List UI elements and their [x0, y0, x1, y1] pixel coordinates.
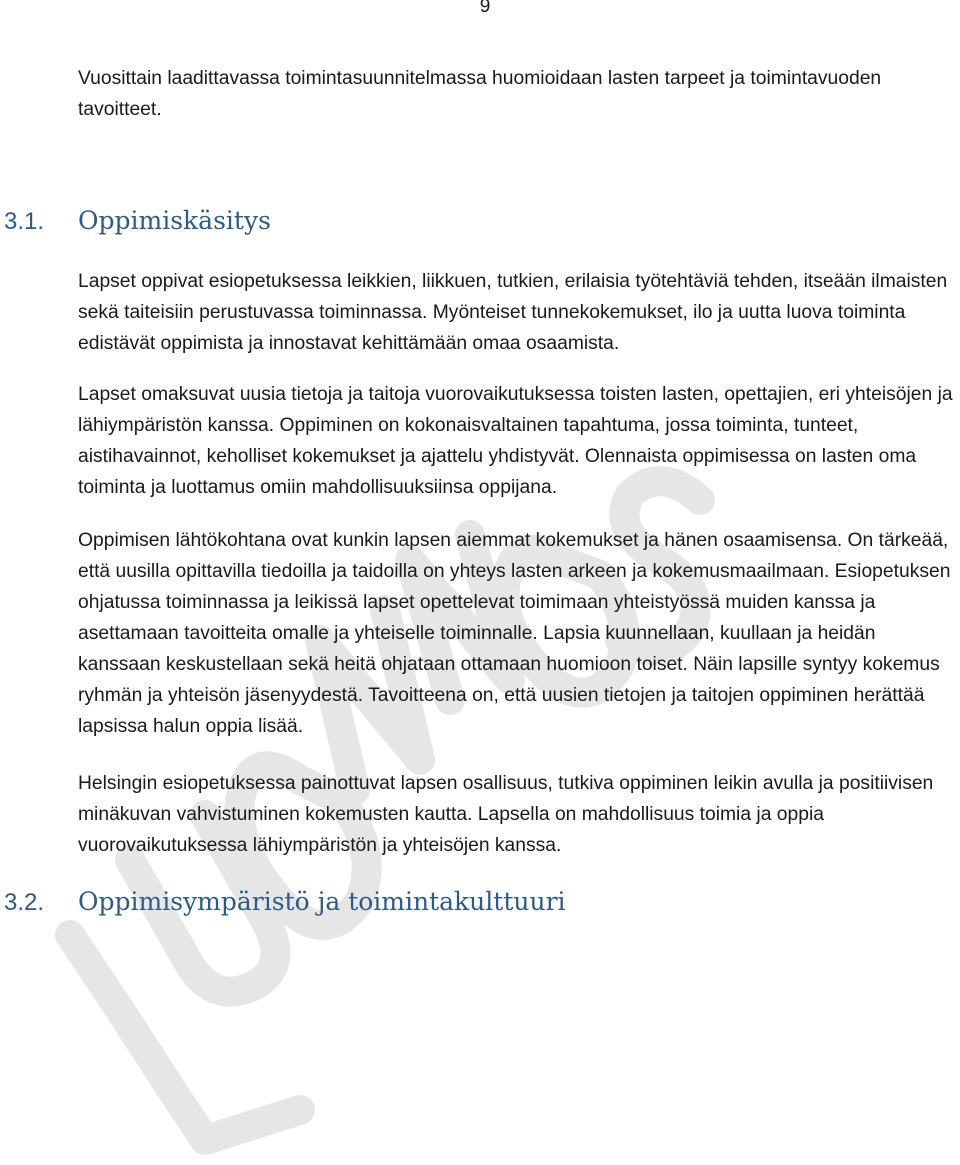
paragraph-1: Lapset oppivat esiopetuksessa leikkien, liikkuen, tutkien, erilaisia työtehtäviä tehden, itseään ilmaisten sekä taiteisiin perustuvassa toiminnassa. Myönteiset tunnekokemukset, ilo ja uutta luova toiminta edistävät oppimista ja innostavat kehittämään omaa osaamista. — [78, 271, 948, 354]
page-number: 9 — [479, 0, 491, 17]
section-title: Oppimisympäristö ja toimintakulttuuri — [78, 887, 566, 916]
paragraph-2: Lapset omaksuvat uusia tietoja ja taitoja vuorovaikutuksessa toisten lasten, opettajien, eri yhteisöjen ja lähiympäristön kanssa. Oppiminen on kokonaisvaltainen tapahtuma, jossa toiminta, tunteet, aistihavainnot, keholliset kokemukset ja ajattelu yhdistyvät. Olennaista oppimisessa on lasten oma toiminta ja luottamus omiin mahdollisuuksiinsa oppijana. — [78, 384, 953, 498]
paragraph-3: Oppimisen lähtökohtana ovat kunkin lapsen aiemmat kokemukset ja hänen osaamisensa. On tärkeää, että uusilla opittavilla tiedoilla ja taidoilla on yhteys lasten arkeen ja kokemusmaailmaan. Esiopetuksen ohjatussa toiminnassa ja leikissä lapset opettelevat toimimaan yhteistyössä muiden kanssa ja asettamaan tavoitteita omalle ja yhteiselle toiminnalle. Lapsia kuunnellaan, kuullaan ja heidän kanssaan keskustellaan sekä heitä ohjataan ottamaan huomioon toiset. Näin lapsille syntyy kokemus ryhmän ja yhteisön jäsenyydestä. Tavoitteena on, että uusien tietojen ja taitojen oppiminen herättää lapsissa halun oppia lisää. — [78, 530, 951, 737]
paragraph-4: Helsingin esiopetuksessa painottuvat lapsen osallisuus, tutkiva oppiminen leikin avulla ja positiivisen minäkuvan vahvistuminen kokemusten kautta. Lapsella on mahdollisuus toimia ja oppia vuorovaikutuksessa lähiympäristön ja yhteisöjen kanssa. — [78, 773, 934, 856]
section-heading-3-1 — [4, 206, 271, 236]
section-number: 3.2. — [4, 889, 45, 916]
intro-paragraph: Vuosittain laadittavassa toimintasuunnitelmassa huomioidaan lasten tarpeet ja toimintavuoden tavoitteet. — [78, 68, 882, 120]
section-number: 3.1. — [4, 208, 45, 235]
section-title: Oppimiskäsitys — [78, 206, 271, 235]
section-heading-3-2 — [4, 887, 566, 917]
